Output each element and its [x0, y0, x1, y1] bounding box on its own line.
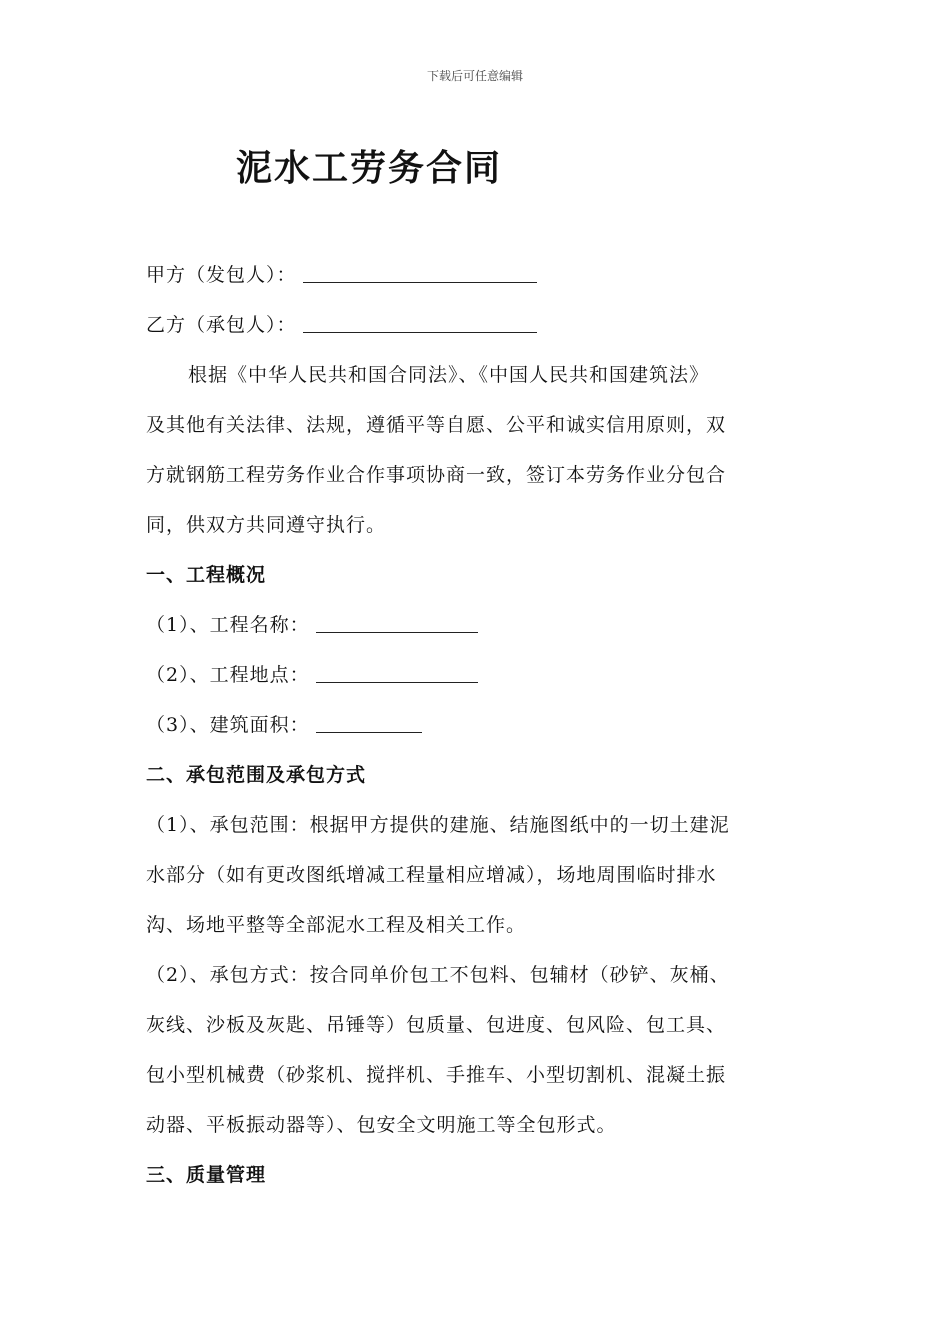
preamble-line: 根据《中华人民共和国合同法》、《中国人民共和国建筑法》 — [188, 364, 710, 386]
project-name-blank[interactable] — [316, 606, 478, 633]
project-name-label: （1）、工程名称： — [146, 614, 310, 636]
section-2-heading: 二、承包范围及承包方式 — [146, 764, 367, 786]
building-area-line — [146, 700, 806, 750]
method-line: 动器、平板振动器等）、包安全文明施工等全包形式。 — [146, 1114, 617, 1136]
document-body — [146, 250, 806, 1200]
party-a-line — [146, 250, 806, 300]
party-a-blank[interactable] — [303, 256, 537, 283]
section-3-heading: 三、质量管理 — [146, 1164, 267, 1186]
building-area-label: （3）、建筑面积： — [146, 714, 310, 736]
project-location-blank[interactable] — [316, 656, 478, 683]
party-b-label: 乙方（承包人）： — [146, 314, 297, 336]
document-title: 泥水工劳务合同 — [236, 148, 503, 189]
party-b-blank[interactable] — [303, 306, 537, 333]
scope-line: （1）、承包范围：根据甲方提供的建施、结施图纸中的一切土建泥 — [146, 814, 730, 836]
preamble-line: 同，供双方共同遵守执行。 — [146, 514, 387, 536]
project-location-label: （2）、工程地点： — [146, 664, 310, 686]
party-a-label: 甲方（发包人）： — [146, 264, 297, 286]
preamble-line: 及其他有关法律、法规，遵循平等自愿、公平和诚实信用原则，双 — [146, 414, 727, 436]
header-note: 下载后可任意编辑 — [426, 69, 523, 83]
building-area-blank[interactable] — [316, 706, 422, 733]
preamble-line: 方就钢筋工程劳务作业合作事项协商一致，签订本劳务作业分包合 — [146, 464, 727, 486]
project-name-line — [146, 600, 806, 650]
method-line: （2）、承包方式：按合同单价包工不包料、包辅材（砂铲、灰桶、 — [146, 964, 730, 986]
party-b-line — [146, 300, 806, 350]
method-line: 包小型机械费（砂浆机、搅拌机、手推车、小型切割机、混凝土振 — [146, 1064, 727, 1086]
scope-line: 沟、场地平整等全部泥水工程及相关工作。 — [146, 914, 527, 936]
method-line: 灰线、沙板及灰匙、吊锤等）包质量、包进度、包风险、包工具、 — [146, 1014, 727, 1036]
project-location-line — [146, 650, 806, 700]
scope-line: 水部分（如有更改图纸增减工程量相应增减），场地周围临时排水 — [146, 864, 717, 886]
section-1-heading: 一、工程概况 — [146, 564, 267, 586]
